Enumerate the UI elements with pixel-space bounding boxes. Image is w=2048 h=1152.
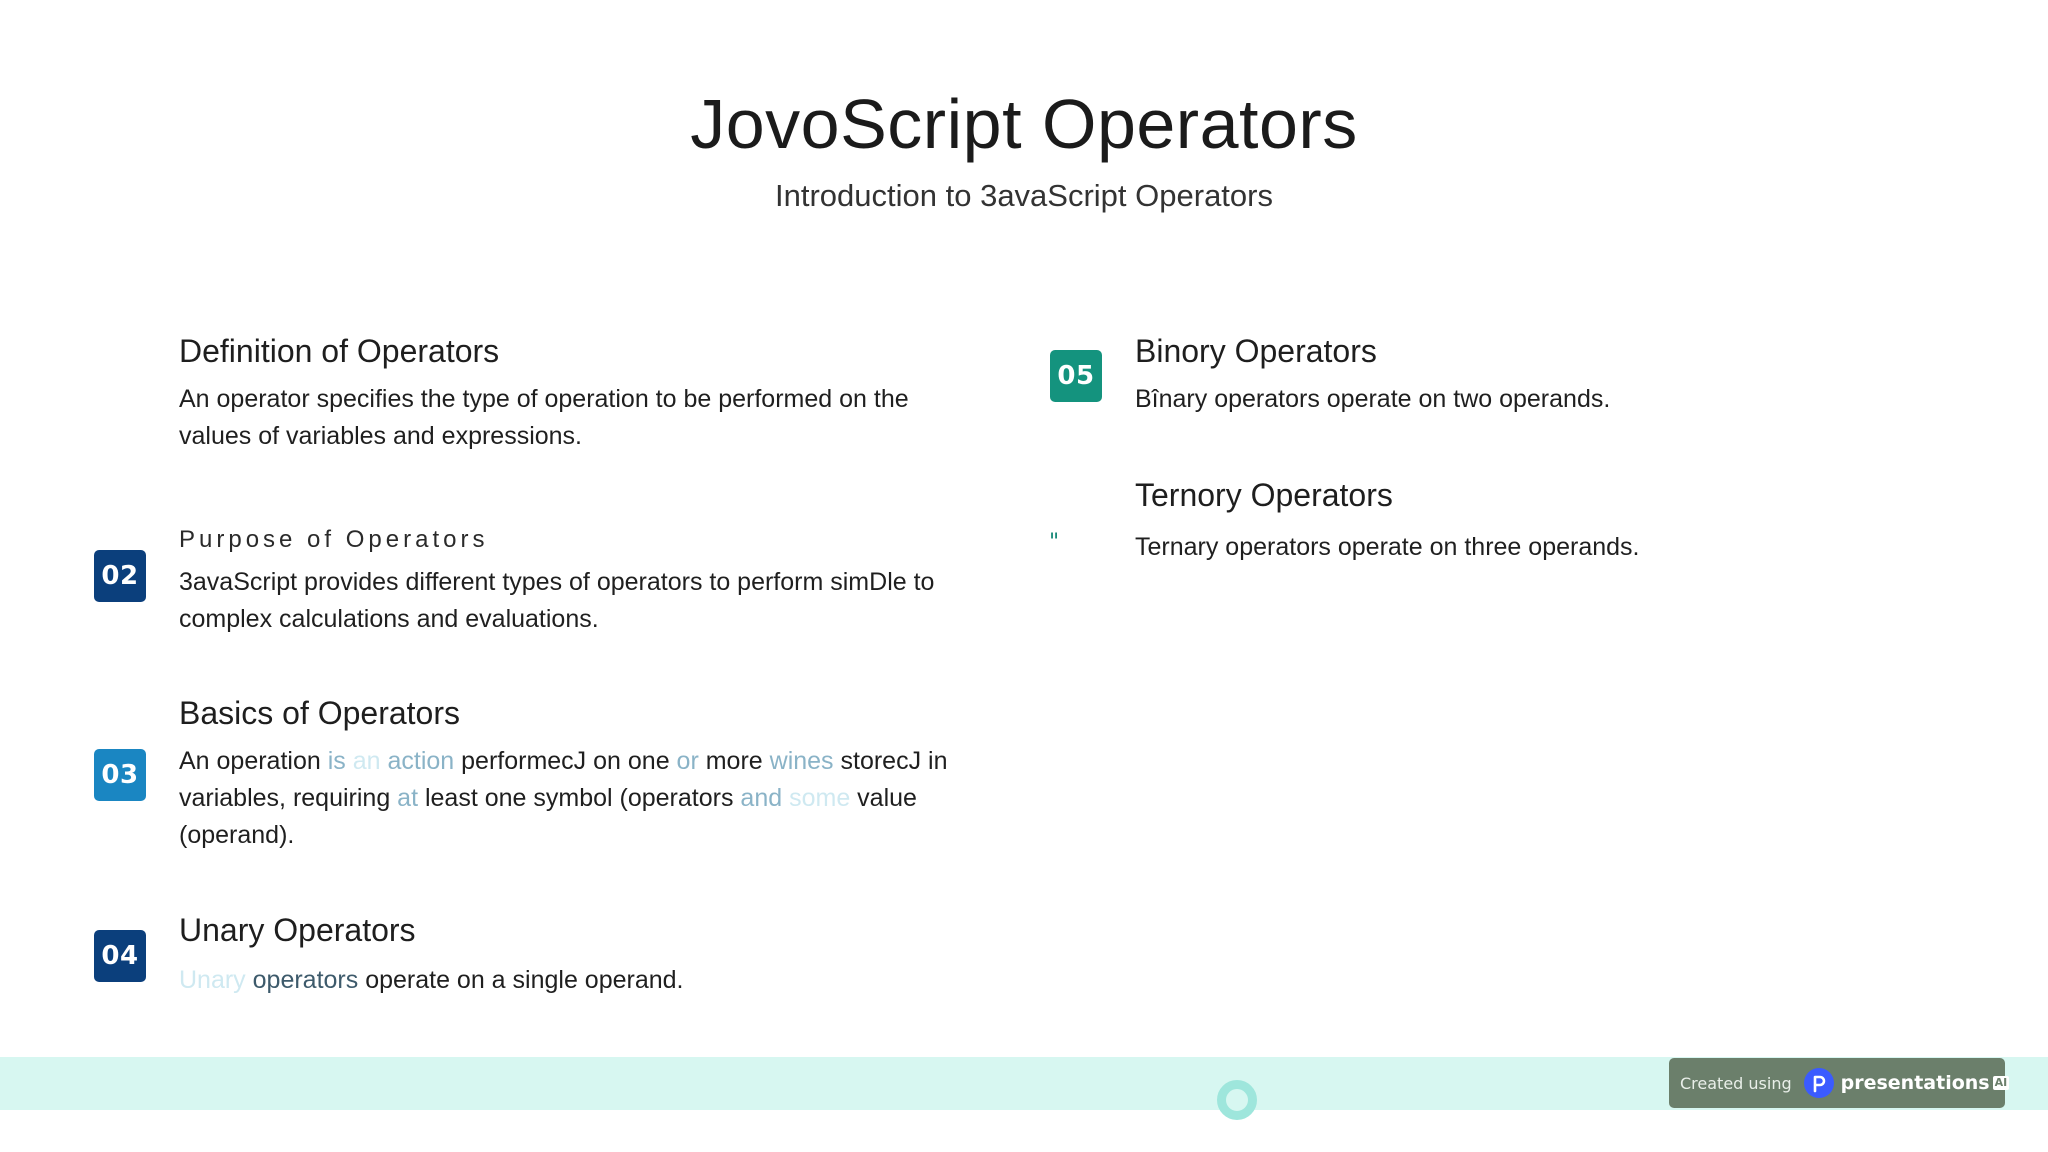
body-fragment: Unary bbox=[179, 966, 246, 994]
body-fragment: wines bbox=[769, 747, 834, 775]
body-fragment: least one symbol (operators bbox=[418, 784, 741, 812]
slide-title: JovoScript Operators bbox=[690, 85, 1358, 163]
body-fragment: more bbox=[698, 747, 770, 775]
circle-decoration bbox=[1217, 1080, 1257, 1120]
item-body: Ternary operators operate on three operands. bbox=[1135, 533, 1640, 561]
item-body: 3avaScript provides different types of operators to perform simDle to complex calculations and evaluations. bbox=[179, 568, 935, 633]
item-heading: Unary Operators bbox=[179, 912, 416, 948]
item-heading: Ternory Operators bbox=[1135, 477, 1393, 513]
item-body: Bînary operators operate on two operands. bbox=[1135, 385, 1611, 413]
credit-label: Created using bbox=[1680, 1073, 1792, 1093]
number-badge-04: 04 bbox=[94, 930, 146, 982]
body-fragment: at bbox=[397, 784, 419, 812]
item-body: An operator specifies the type of operation to be performed on the values of variables and expressions. bbox=[179, 385, 909, 450]
item-body bbox=[179, 743, 959, 854]
credit-brand: presentations bbox=[1840, 1072, 1990, 1094]
number-badge-05: 05 bbox=[1050, 350, 1102, 402]
item-heading: Purpose of Operators bbox=[179, 526, 489, 553]
body-fragment: operators bbox=[245, 966, 359, 994]
created-using-badge[interactable] bbox=[1669, 1058, 2008, 1108]
number-badge-02: 02 bbox=[94, 550, 146, 602]
body-fragment: storecJ in variables, requiring bbox=[179, 747, 948, 812]
body-fragment: An operation bbox=[179, 747, 328, 775]
slide-subtitle: Introduction to 3avaScript Operators bbox=[775, 178, 1273, 213]
body-fragment: value (operand). bbox=[179, 784, 917, 849]
number-badge-03: 03 bbox=[94, 749, 146, 801]
item-heading: Basics of Operators bbox=[179, 695, 460, 731]
body-fragment: performecJ on one bbox=[454, 747, 677, 775]
body-fragment: is bbox=[327, 747, 346, 775]
body-fragment: an bbox=[345, 747, 388, 775]
item-body bbox=[179, 962, 959, 999]
body-fragment: some bbox=[782, 784, 858, 812]
body-fragment: operate on a single operand. bbox=[358, 966, 684, 994]
item-heading: Binory Operators bbox=[1135, 333, 1377, 369]
body-fragment: action bbox=[387, 747, 455, 775]
item-heading: Definition of Operators bbox=[179, 333, 500, 369]
p-logo-icon bbox=[1804, 1068, 1834, 1098]
p-logo-glyph bbox=[1811, 1073, 1827, 1093]
body-fragment: and bbox=[740, 784, 783, 812]
body-fragment: or bbox=[676, 747, 699, 775]
credit-ai-tag: AI bbox=[1994, 1076, 2008, 1089]
quote-marker: " bbox=[1049, 530, 1060, 555]
